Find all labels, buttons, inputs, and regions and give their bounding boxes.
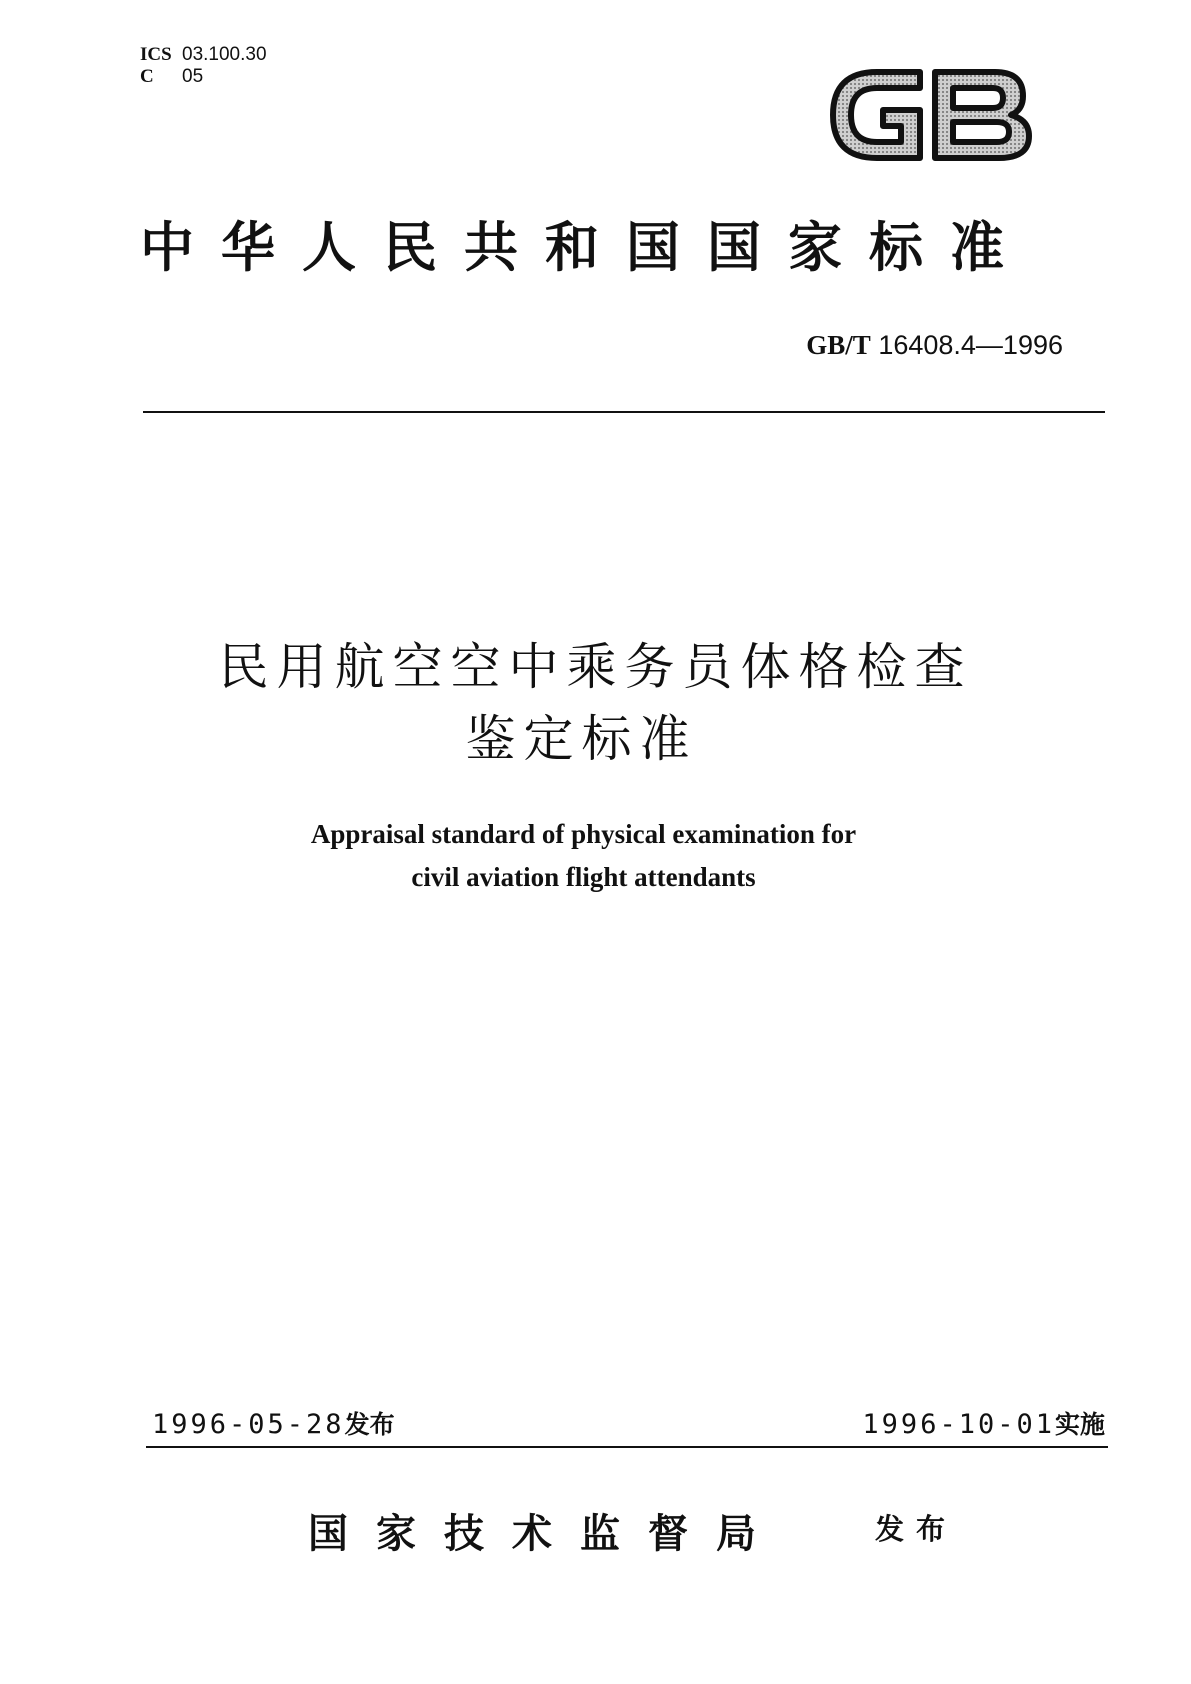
ccs-value: 05 (182, 66, 204, 87)
header-divider (143, 411, 1105, 413)
national-standard-title: 中华人民共和国国家标准 (140, 215, 1031, 279)
cn-title-line1: 民用航空空中乘务员体格检查 (218, 638, 973, 696)
classification-codes (140, 44, 267, 88)
ccs-key: C (140, 66, 154, 87)
standard-code: 16408.4—1996 (878, 330, 1063, 360)
ics-code-row (140, 44, 267, 66)
logo-letter-b (935, 72, 1029, 158)
footer-divider (146, 1446, 1108, 1448)
ics-value: 03.100.30 (182, 44, 267, 65)
logo-letter-g (833, 72, 920, 158)
en-title-line2: civil aviation flight attendants (411, 862, 756, 892)
publish-label: 发布 (875, 1512, 958, 1546)
implementation-date (862, 1405, 1105, 1441)
standard-prefix: GB/T (806, 330, 871, 360)
implementation-date-value: 1996-10-01 (862, 1409, 1055, 1440)
issue-date-label: 发布 (344, 1410, 395, 1439)
issue-date-value: 1996-05-28 (152, 1409, 345, 1440)
ics-key: ICS (140, 44, 172, 65)
standard-number (806, 330, 1063, 361)
implementation-date-label: 实施 (1054, 1410, 1105, 1439)
ccs-code-row (140, 66, 267, 88)
en-title-line1: Appraisal standard of physical examination for (310, 819, 857, 849)
gb-logo (825, 58, 1037, 172)
issue-date (152, 1405, 395, 1441)
issuing-authority: 国家技术监督局 (308, 1510, 784, 1557)
cn-title-line2: 鉴定标准 (465, 710, 698, 768)
gb-logo-graphic (825, 58, 1037, 172)
